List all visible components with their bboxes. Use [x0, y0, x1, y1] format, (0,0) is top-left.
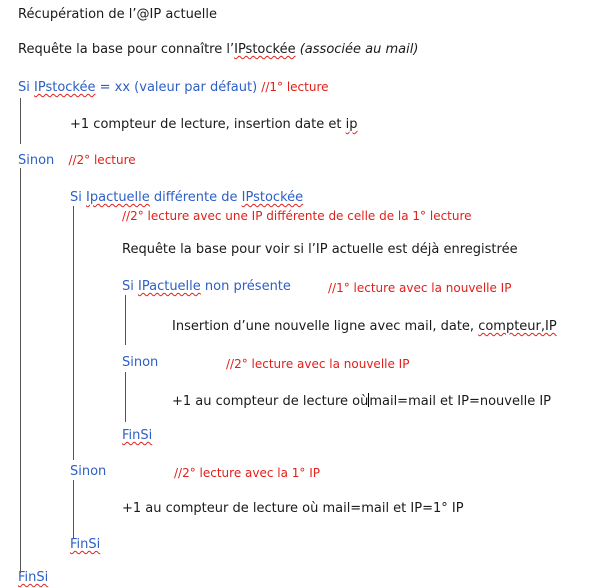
line-insertion-nouvelle-ligne: [172, 319, 557, 335]
keyword-sinon: Sinon: [18, 153, 55, 168]
inner-block-bar-2: [125, 372, 126, 422]
text: +1 au compteur de lecture où mail=mail et IP=1° IP: [122, 501, 464, 516]
comment: //2° lecture avec la 1° IP: [174, 466, 321, 480]
var-ipactuelle: IPactuelle: [138, 279, 201, 294]
line-comment-2e-lecture: [122, 208, 472, 225]
comment: //2° lecture avec une IP différente de celle de la 1° lecture: [122, 209, 472, 223]
text: Requête la base pour connaître l’: [18, 42, 235, 57]
line-compteur-nouvelle-ip: [172, 393, 551, 410]
keyword-sinon: Sinon: [122, 355, 159, 370]
keyword-finsi: FinSi: [122, 428, 153, 443]
keyword-si: Si: [18, 80, 30, 95]
text-part-2: mail=mail et IP=nouvelle IP: [369, 394, 552, 409]
var-ipstockee: IPstockée: [34, 80, 96, 95]
line-compteur-insertion: [70, 117, 357, 133]
line-finsi-inner: [122, 428, 152, 444]
var-ip: ip: [345, 117, 358, 132]
keyword-sinon: Sinon: [70, 464, 107, 479]
text: +1 compteur de lecture, insertion date et: [70, 117, 346, 132]
comment: //1° lecture avec la nouvelle IP: [328, 281, 512, 295]
keyword-finsi: FinSi: [18, 570, 49, 585]
line-finsi-middle: [70, 537, 100, 553]
middle-block-bar-1: [73, 206, 74, 460]
line-si-ipstockee: [18, 79, 329, 96]
line-sinon-inner: [122, 355, 158, 371]
italic-note: (associée au mail): [299, 42, 419, 57]
text: Récupération de l’@IP actuelle: [18, 7, 218, 22]
keyword-si: Si: [122, 279, 134, 294]
var-ipactuelle: Ipactuelle: [86, 190, 150, 205]
text: Insertion d’une nouvelle ligne avec mail, date,: [172, 319, 479, 334]
var-ipstockee: IPstockée: [241, 190, 304, 205]
keyword-finsi: FinSi: [70, 537, 101, 552]
line-si-ipactuelle-non-presente: [122, 279, 291, 295]
line-recuperation: [18, 7, 217, 23]
comment: //2° lecture avec la nouvelle IP: [226, 357, 410, 371]
condition-text: différente de: [153, 190, 238, 205]
line-si-ipactuelle-differente: [70, 190, 303, 206]
text-part-1: +1 au compteur de lecture où: [172, 394, 369, 409]
line-requete-base: [18, 42, 418, 58]
line-requete-ip-actuelle: [122, 242, 518, 258]
line-comment-2e-nouvelle-ip: [226, 356, 409, 373]
var-compteur-ip: compteur,IP: [478, 319, 557, 334]
var-ipstockee: IPstockée: [234, 42, 296, 57]
comment: //1° lecture: [261, 80, 329, 94]
comment: //2° lecture: [68, 153, 136, 167]
line-comment-1e-nouvelle-ip: [328, 280, 511, 297]
line-sinon-outer: [18, 152, 136, 169]
condition-text: = xx (valeur par défaut): [99, 80, 258, 95]
line-compteur-1e-ip: [122, 501, 464, 517]
condition-text: non présente: [204, 279, 291, 294]
outer-block-bar-1: [20, 98, 21, 144]
line-sinon-middle: [70, 464, 106, 480]
middle-block-bar-2: [73, 480, 74, 538]
line-finsi-outer: [18, 570, 48, 586]
line-comment-2e-1e-ip: [174, 465, 320, 482]
keyword-si: Si: [70, 190, 82, 205]
inner-block-bar-1: [125, 295, 126, 345]
outer-block-bar-2: [20, 168, 21, 573]
text: Requête la base pour voir si l’IP actuelle est déjà enregistrée: [122, 242, 518, 257]
